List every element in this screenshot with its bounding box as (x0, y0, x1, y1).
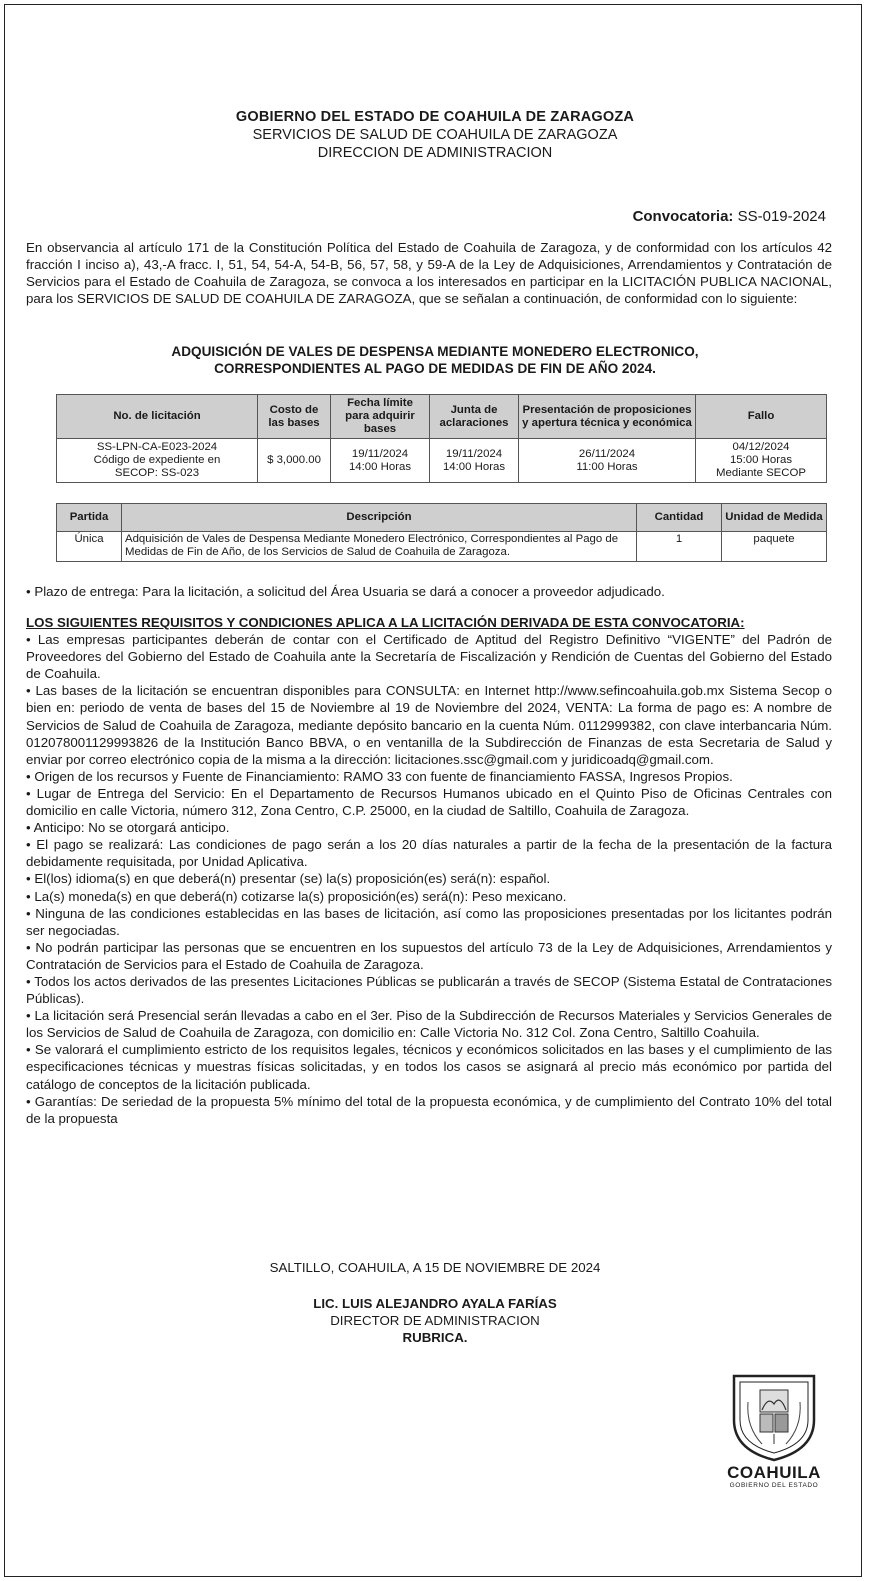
fallo-time: 15:00 Horas (729, 454, 793, 466)
th-descripcion: Descripción (122, 504, 637, 532)
convocatoria-label: Convocatoria: (632, 208, 734, 225)
subject-line-1: ADQUISICIÓN DE VALES DE DESPENSA MEDIANTE MONEDERO ELECTRONICO, (171, 344, 699, 359)
cell-presentacion (519, 439, 696, 483)
th-partida: Partida (57, 504, 122, 532)
licitacion-secop: SECOP: SS-023 (114, 467, 200, 479)
logo-name: COAHUILA (727, 1463, 821, 1482)
cell-junta (430, 439, 519, 483)
cell-descripcion: Adquisición de Vales de Despensa Mediante Monedero Electrónico, Correspondientes al Pago de Medidas de Fin de Año, de los Servicios de Salud de Coahuila de Zaragoza. (122, 532, 637, 562)
licitacion-code-label: Código de expediente en (93, 454, 221, 466)
cell-partida: Única (57, 532, 122, 562)
presentacion-time: 11:00 Horas (576, 460, 638, 473)
requisito-7: • El(los) idioma(s) en que deberá(n) presentar (se) la(s) proposición(es) será(n): español. (26, 871, 551, 887)
requisito-11: • Todos los actos derivados de las presentes Licitaciones Públicas se publicarán a través de SECOP (Sistema Estatal de Contrataciones Públicas). (26, 973, 832, 1007)
requisito-2: • Las bases de la licitación se encuentran disponibles para CONSULTA: en Internet http://www.sefincoahuila.gob.mx Sistema Secop o bien en: periodo de venta de bases del 15 de Noviembre al 19 de Noviembre del 2024, VENTA: La forma de pago es: A nombre de Servicios de Salud de Coahuila de Zaragoza, mediante depósito bancario en la cuenta Núm. 0112999382, con clave interbancaria Núm. 012078001129993826 de la Institución Banco BBVA, o en ventanilla de la Subdirección de Finanzas de esta Secretaria de Salud y enviar por correo electrónico copia de la misma a la dirección: licitaciones.ssc@gmail.com y juridicoadq@gmail.com. (26, 683, 832, 767)
convocatoria-number (633, 208, 826, 225)
requisito-3: • Origen de los recursos y Fuente de Financiamiento: RAMO 33 con fuente de financiamiento FASSA, Ingresos Propios. (26, 768, 733, 784)
th-fallo: Fallo (696, 395, 827, 439)
logo-subtitle: GOBIERNO DEL ESTADO (729, 1482, 819, 1489)
requisito-8: • La(s) moneda(s) en que deberá(n) cotizarse la(s) proposición(es) será(n): Peso mexicano. (26, 888, 567, 904)
header-health-services: SERVICIOS DE SALUD DE COAHUILA DE ZARAGOZA (252, 127, 618, 143)
licitacion-number: SS-LPN-CA-E023-2024 (96, 441, 218, 453)
cell-cantidad: 1 (637, 532, 722, 562)
requisito-6: • El pago se realizará: Las condiciones de pago serán a los 20 días naturales a partir de la fecha de la presentación de la factura debidamente requisitada, por Unidad Aplicativa. (26, 837, 832, 870)
coat-of-arms-icon (728, 1372, 820, 1464)
rubrica: RUBRICA. (402, 1330, 468, 1345)
signature-block (0, 1295, 870, 1346)
convocatoria-value: SS-019-2024 (737, 208, 826, 225)
requisito-5: • Anticipo: No se otorgará anticipo. (26, 820, 230, 836)
intro-paragraph: En observancia al artículo 171 de la Constitución Política del Estado de Coahuila de Zaragoza, y de conformidad con los artículos 42 fracción I inciso a), 43,-A fracc. I, 51, 54, 54-A, 54-B, 56, 57, 58, y 59-A de la Ley de Adquisiciones, Arrendamientos y Contratación de Servicios para el Estado de Coahuila de Zaragoza, se convoca a los interesados en participar en la LICITACIÓN PUBLICA NACIONAL, para los SERVICIOS DE SALUD DE COAHUILA DE ZARAGOZA, que se señalan a continuación, de conformidad con lo siguiente: (26, 240, 832, 307)
cell-licitacion (57, 439, 258, 483)
requisito-13: • Se valorará el cumplimiento estricto de los requisitos legales, técnicos y económicos solicitados en las bases y el cumplimiento de las especificaciones técnicas y muestras físicas solicitadas, y en todos los casos se asignará al precio más económico por partida del catálogo de conceptos de la licitación publicada. (26, 1042, 832, 1092)
th-junta: Junta de aclaraciones (430, 395, 519, 439)
requisitos-section (26, 614, 832, 1127)
signer-name: LIC. LUIS ALEJANDRO AYALA FARÍAS (313, 1296, 557, 1311)
cell-fecha-limite (331, 439, 430, 483)
partida-table (56, 503, 827, 562)
junta-time: 14:00 Horas (442, 460, 506, 473)
plazo-entrega: • Plazo de entrega: Para la licitación, a solicitud del Área Usuaria se dará a conocer a proveedor adjudicado. (26, 584, 665, 599)
cell-costo: $ 3,000.00 (258, 439, 331, 483)
cell-fallo (696, 439, 827, 483)
th-fecha-limite: Fecha límite para adquirir bases (331, 395, 430, 439)
th-presentacion: Presentación de proposiciones y apertura técnica y económica (519, 395, 696, 439)
coahuila-logo (719, 1372, 829, 1490)
fallo-date: 04/12/2024 (732, 441, 790, 453)
th-unidad: Unidad de Medida (722, 504, 827, 532)
fallo-method: Mediante SECOP (716, 467, 806, 479)
fecha-limite-date: 19/11/2024 (351, 447, 409, 460)
requisito-14: • Garantías: De seriedad de la propuesta 5% mínimo del total de la propuesta económica, y de cumplimiento del Contrato 10% del total de la propuesta (26, 1093, 832, 1126)
requisito-10: • No podrán participar las personas que se encuentren en los supuestos del artículo 73 de la Ley de Adquisiciones, Arrendamientos y Contratación de Servicios para el Estado de Coahuila de Zaragoza. (26, 939, 832, 972)
subject-title (0, 343, 870, 377)
signer-title: DIRECTOR DE ADMINISTRACION (330, 1313, 540, 1328)
document-header (0, 108, 870, 162)
header-administration: DIRECCION DE ADMINISTRACION (317, 145, 553, 161)
requisito-4: • Lugar de Entrega del Servicio: En el Departamento de Recursos Humanos ubicado en el Quinto Piso de Oficinas Centrales con domicilio en calle Victoria, número 312, Zona Centro, C.P. 25000, en la ciudad de Saltillo, Coahuila de Zaragoza. (26, 785, 832, 819)
cell-unidad: paquete (722, 532, 827, 562)
requisito-1: • Las empresas participantes deberán de contar con el Certificado de Aptitud del Registro Definitivo “VIGENTE” del Padrón de Proveedores del Gobierno del Estado de Coahuila ante la Secretaría de Fiscalización y Rendición de Cuentas del Gobierno del Estado de Coahuila. (26, 632, 832, 682)
place-date: SALTILLO, COAHUILA, A 15 DE NOVIEMBRE DE 2024 (269, 1260, 601, 1275)
requisitos-title: LOS SIGUIENTES REQUISITOS Y CONDICIONES APLICA A LA LICITACIÓN DERIVADA DE ESTA CONVOCATORIA: (26, 615, 745, 630)
licitacion-table (56, 394, 827, 483)
th-cantidad: Cantidad (637, 504, 722, 532)
requisito-9: • Ninguna de las condiciones establecidas en las bases de licitación, así como las proposiciones presentadas por los licitantes podrán ser negociadas. (26, 905, 832, 938)
fecha-limite-time: 14:00 Horas (348, 460, 412, 473)
requisito-12: • La licitación será Presencial serán llevadas a cabo en el 3er. Piso de la Subdirección de Recursos Materiales y Servicios Generales de los Servicios de Salud de Coahuila de Zaragoza, con domicilio en: Calle Victoria No. 312 Col. Zona Centro, Saltillo Coahuila. (26, 1008, 832, 1041)
subject-line-2: CORRESPONDIENTES AL PAGO DE MEDIDAS DE FIN DE AÑO 2024. (214, 361, 656, 376)
th-licitacion: No. de licitación (57, 395, 258, 439)
header-government: GOBIERNO DEL ESTADO DE COAHUILA DE ZARAGOZA (235, 109, 635, 125)
junta-date: 19/11/2024 (445, 447, 503, 460)
presentacion-date: 26/11/2024 (578, 447, 636, 460)
th-costo: Costo de las bases (258, 395, 331, 439)
